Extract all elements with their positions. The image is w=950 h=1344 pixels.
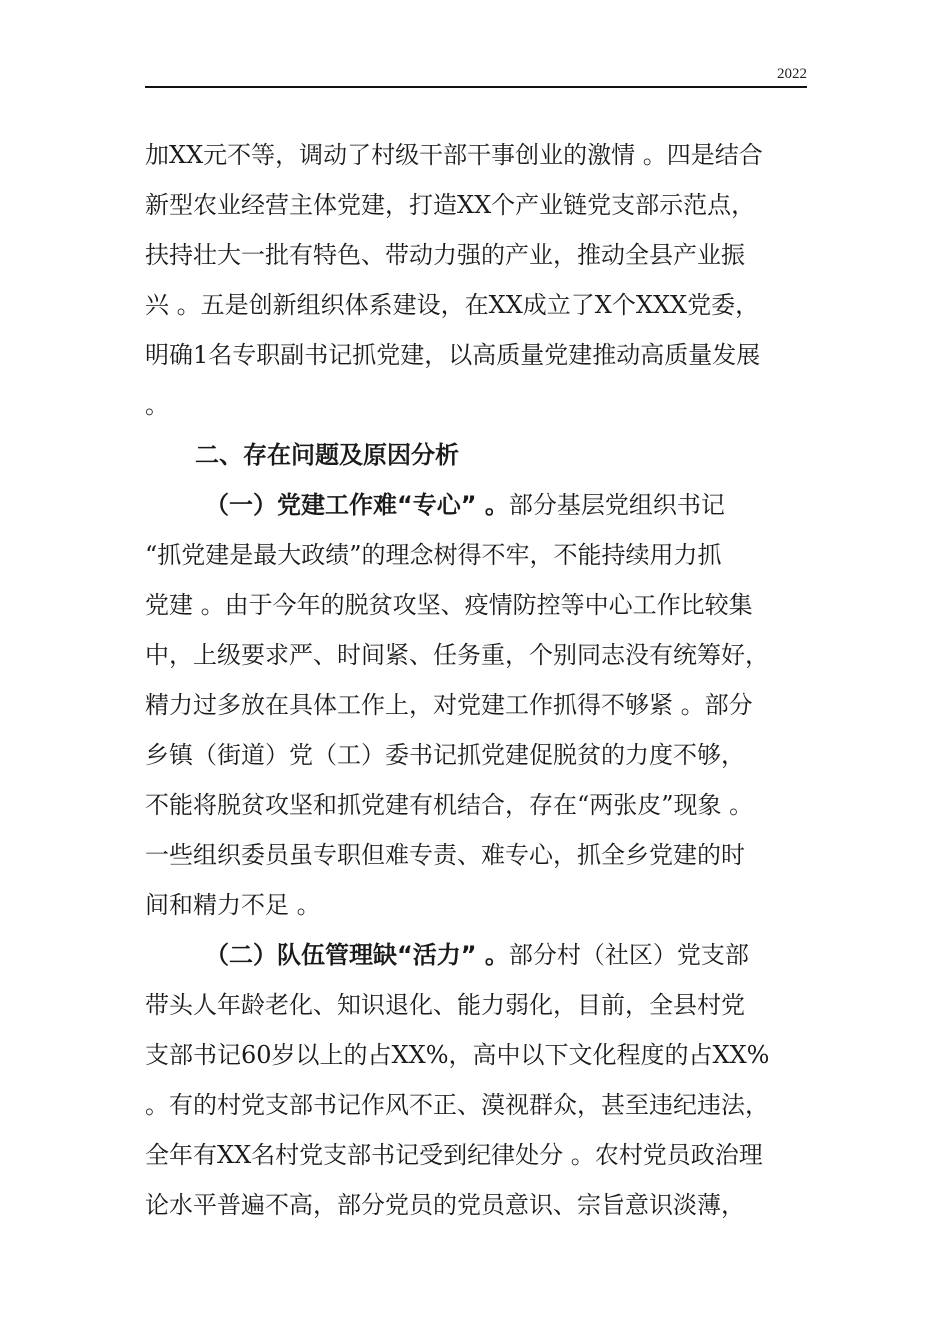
body-line: 兴 。五是创新组织体系建设，在XX成立了X个XXX党委， — [145, 291, 760, 319]
section-heading — [145, 430, 807, 480]
body-line: 支部书记60岁以上的占XX%，高中以下文化程度的占XX% — [145, 1041, 770, 1069]
body-line: 精力过多放在具体工作上，对党建工作抓得不够紧 。部分 — [145, 691, 753, 719]
body-line: 带头人年龄老化、知识退化、能力弱化，目前，全县村党 — [145, 991, 745, 1019]
body-line: 。 — [145, 391, 169, 419]
body-line: 明确1名专职副书记抓党建，以高质量党建推动高质量发展 — [145, 341, 761, 369]
subsection-line — [145, 930, 807, 980]
subsection-heading: （二）队伍管理缺“活力” 。 — [205, 941, 509, 969]
header-divider — [145, 86, 807, 88]
body-line: 不能将脱贫攻坚和抓党建有机结合，存在“两张皮”现象 。 — [145, 791, 754, 819]
body-line: 加XX元不等，调动了村级干部干事创业的激情 。四是结合 — [145, 141, 763, 169]
body-line: 。有的村党支部书记作风不正、漠视群众，甚至违纪违法， — [145, 1091, 769, 1119]
body-line: 新型农业经营主体党建，打造XX个产业链党支部示范点， — [145, 191, 756, 219]
body-line: “抓党建是最大政绩”的理念树得不牢，不能持续用力抓 — [145, 541, 722, 569]
subsection-text: 部分村（社区）党支部 — [508, 941, 749, 969]
body-line: 全年有XX名村党支部书记受到纪律处分 。农村党员政治理 — [145, 1141, 763, 1169]
header-year: 2022 — [777, 66, 807, 82]
body-line: 论水平普遍不高，部分党员的党员意识、宗旨意识淡薄， — [145, 1191, 745, 1219]
body-line: 党建 。由于今年的脱贫攻坚、疫情防控等中心工作比较集 — [145, 591, 753, 619]
document-body — [145, 130, 807, 1230]
subsection-text: 部分基层党组织书记 — [508, 491, 725, 519]
body-line: 乡镇（街道）党（工）委书记抓党建促脱贫的力度不够， — [145, 741, 745, 769]
body-line: 一些组织委员虽专职但难专责、难专心，抓全乡党建的时 — [145, 841, 745, 869]
body-line: 间和精力不足 。 — [145, 891, 321, 919]
body-line: 中，上级要求严、时间紧、任务重，个别同志没有统筹好， — [145, 641, 769, 669]
subsection-line — [145, 480, 807, 530]
subsection-heading: （一）党建工作难“专心” 。 — [205, 491, 509, 519]
body-line: 扶持壮大一批有特色、带动力强的产业，推动全县产业振 — [145, 241, 745, 269]
section-heading-text: 二、存在问题及原因分析 — [195, 441, 459, 469]
